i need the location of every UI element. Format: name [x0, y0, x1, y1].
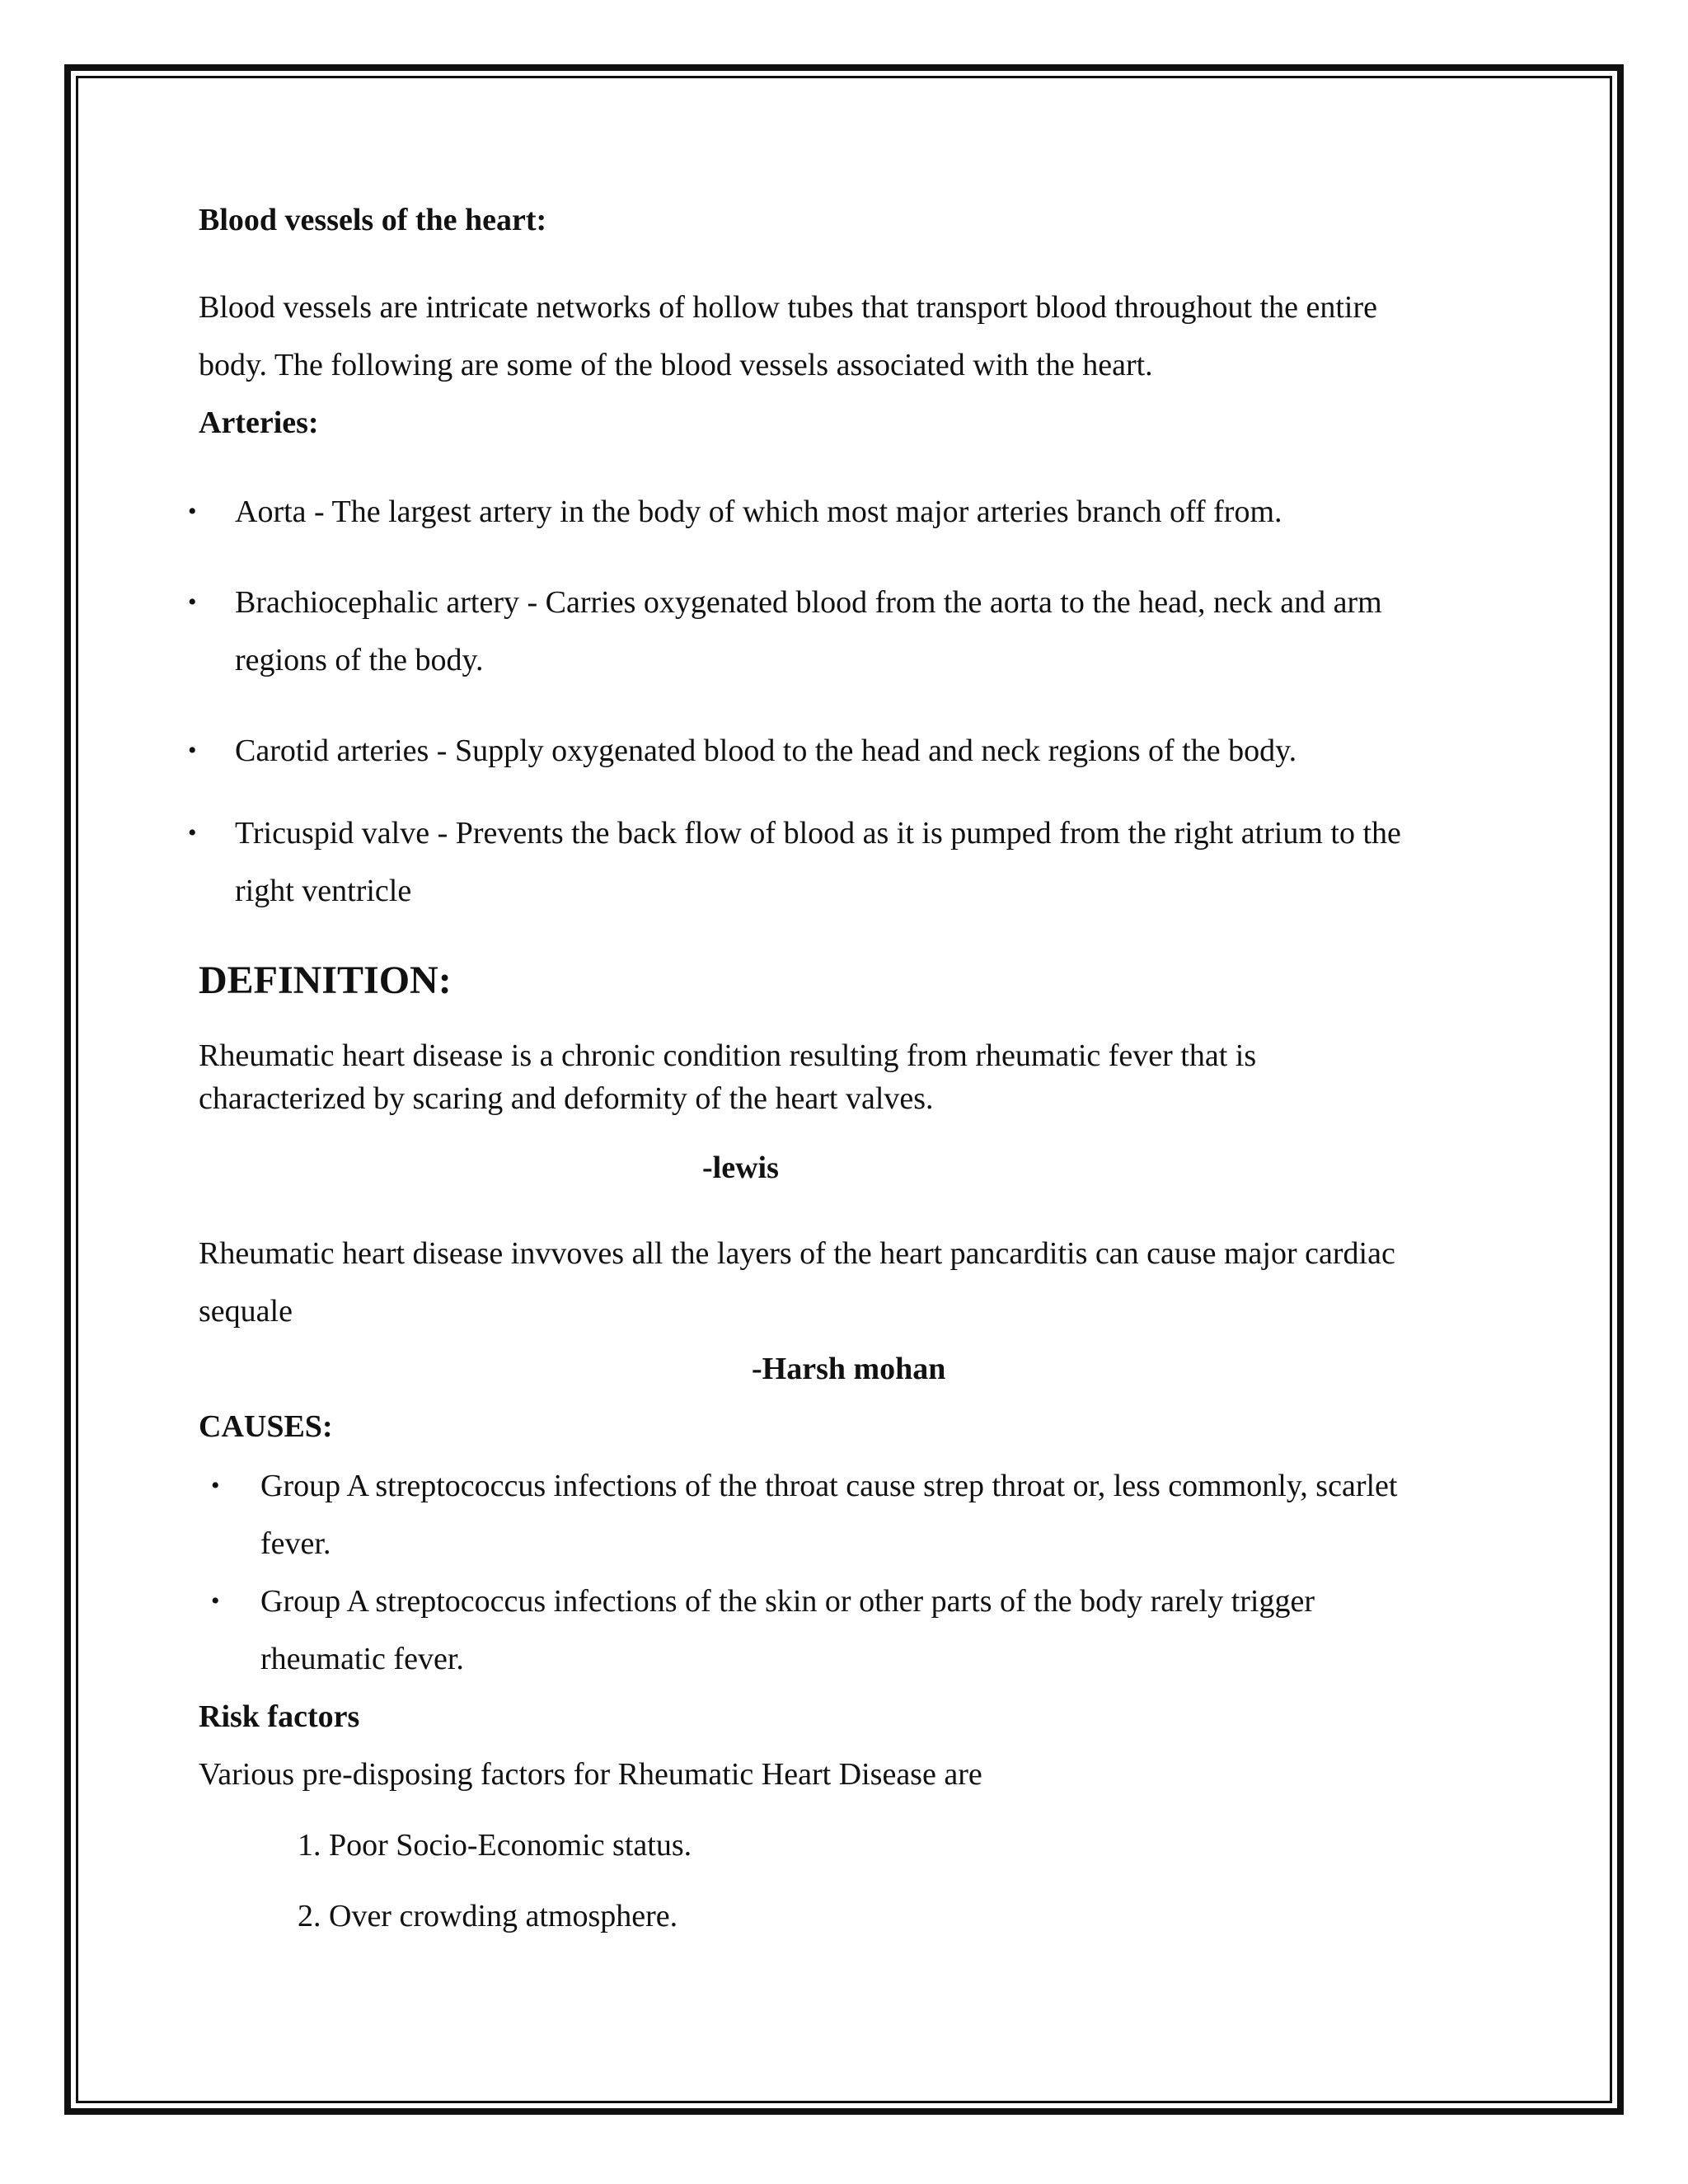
citation-lewis: -lewis — [702, 1151, 779, 1185]
intro-line-1: Blood vessels are intricate networks of hollow tubes that transport blood throughout the entire — [199, 290, 1377, 325]
artery-item-carotid: Carotid arteries - Supply oxygenated blood to the head and neck regions of the body. — [235, 733, 1297, 768]
artery-item-aorta: Aorta - The largest artery in the body of which most major arteries branch off from. — [235, 494, 1282, 529]
bullet-icon: • — [211, 1472, 220, 1499]
cause-item-skin: Group A streptococcus infections of the skin or other parts of the body rarely trigger — [260, 1584, 1315, 1619]
bullet-icon: • — [188, 819, 197, 846]
causes-heading: CAUSES: — [199, 1409, 333, 1444]
bullet-icon: • — [211, 1587, 220, 1615]
risk-factors-intro: Various pre-disposing factors for Rheumatic Heart Disease are — [199, 1757, 982, 1792]
definition-para1-line2: characterized by scaring and deformity of the heart valves. — [199, 1081, 934, 1116]
bullet-icon: • — [188, 737, 197, 764]
artery-item-tricuspid: Tricuspid valve - Prevents the back flow of blood as it is pumped from the right atrium to the — [235, 816, 1401, 851]
definition-para2-line1: Rheumatic heart disease invvoves all the layers of the heart pancarditis can cause major cardiac — [199, 1236, 1395, 1271]
definition-para1-line1: Rheumatic heart disease is a chronic condition resulting from rheumatic fever that is — [199, 1038, 1257, 1073]
definition-para2-line2: sequale — [199, 1294, 293, 1329]
risk-factor-item: 1. Poor Socio-Economic status. — [298, 1828, 692, 1863]
bullet-icon: • — [188, 588, 197, 616]
section-heading-blood-vessels: Blood vessels of the heart: — [199, 203, 547, 237]
artery-item-brachiocephalic-cont: regions of the body. — [235, 643, 484, 677]
intro-line-2: body. The following are some of the blood vessels associated with the heart. — [199, 348, 1153, 382]
arteries-heading: Arteries: — [199, 405, 319, 440]
definition-heading: DEFINITION: — [199, 958, 452, 1002]
cause-item-skin-cont: rheumatic fever. — [260, 1642, 464, 1676]
artery-item-tricuspid-cont: right ventricle — [235, 874, 412, 908]
risk-factors-heading: Risk factors — [199, 1699, 360, 1734]
cause-item-throat: Group A streptococcus infections of the throat cause strep throat or, less commonly, scarlet — [260, 1469, 1398, 1503]
citation-harsh-mohan: -Harsh mohan — [752, 1352, 946, 1386]
bullet-icon: • — [188, 498, 197, 525]
risk-factor-item: 2. Over crowding atmosphere. — [298, 1899, 678, 1933]
cause-item-throat-cont: fever. — [260, 1526, 331, 1561]
artery-item-brachiocephalic: Brachiocephalic artery - Carries oxygenated blood from the aorta to the head, neck and arm — [235, 585, 1382, 620]
